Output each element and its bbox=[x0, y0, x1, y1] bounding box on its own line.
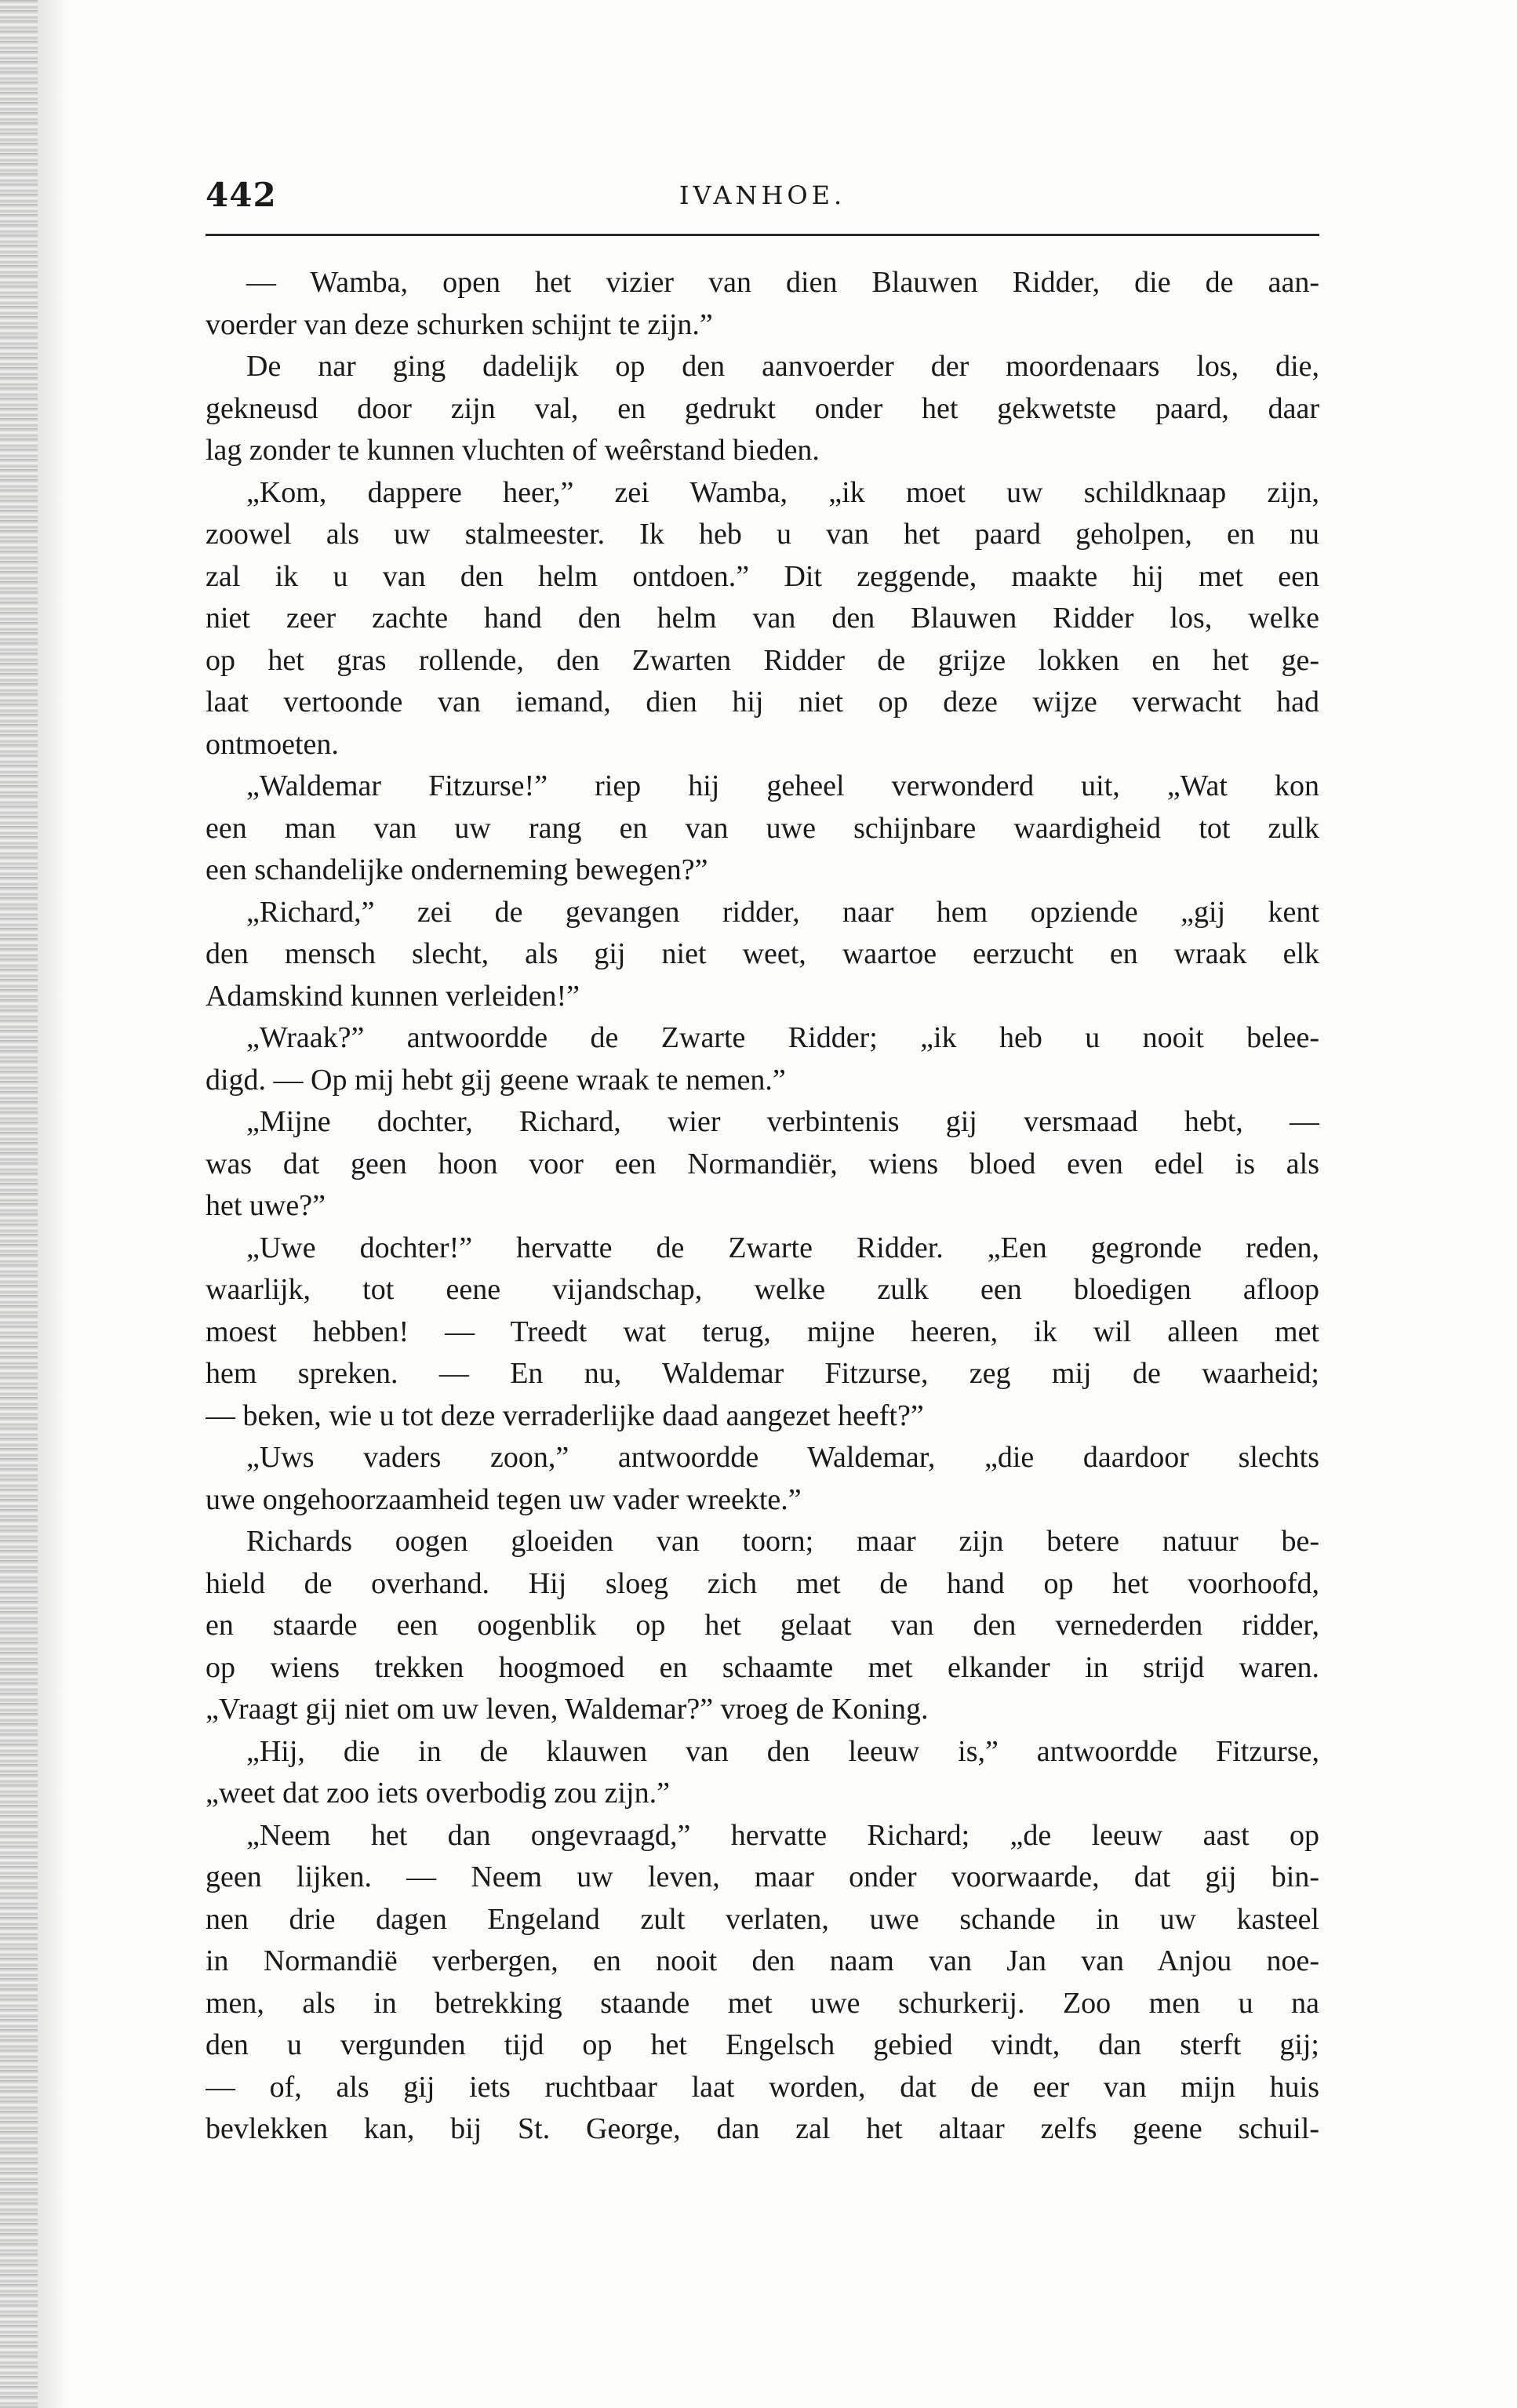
text-line: voerder van deze schurken schijnt te zijn.” bbox=[206, 307, 713, 341]
text-line: „Uwe dochter!” hervatte de Zwarte Ridder. „Een gegronde reden, bbox=[246, 1231, 1319, 1264]
text-line: „Mijne dochter, Richard, wier verbintenis gij versmaad hebt, — bbox=[246, 1105, 1319, 1138]
text-line: nen drie dagen Engeland zult verlaten, uwe schande in uw kasteel bbox=[206, 1902, 1319, 1936]
text-line: bevlekken kan, bij St. George, dan zal het altaar zelfs geene schuil- bbox=[206, 2112, 1319, 2145]
text-line: in Normandië verbergen, en nooit den naam van Jan van Anjou noe- bbox=[206, 1944, 1319, 1977]
scanned-binding-edge bbox=[0, 0, 38, 2408]
text-line: zal ik u van den helm ontdoen.” Dit zeggende, maakte hij met een bbox=[206, 559, 1319, 593]
text-line: men, als in betrekking staande met uwe schurkerij. Zoo men u na bbox=[206, 1986, 1319, 2020]
text-line: digd. — Op mij hebt gij geene wraak te nemen.” bbox=[206, 1063, 786, 1097]
text-line: niet zeer zachte hand den helm van den Blauwen Ridder los, welke bbox=[206, 602, 1319, 635]
text-line: was dat geen hoon voor een Normandiër, wiens bloed even edel is als bbox=[206, 1147, 1319, 1180]
text-line: op wiens trekken hoogmoed en schaamte met elkander in strijd waren. bbox=[206, 1650, 1319, 1684]
page-number: 442 bbox=[206, 176, 277, 214]
text-line: hield de overhand. Hij sloeg zich met de hand op het voorhoofd, bbox=[206, 1566, 1319, 1600]
text-line: laat vertoonde van iemand, dien hij niet op deze wijze verwacht had bbox=[206, 686, 1319, 718]
text-line: den u vergunden tijd op het Engelsch gebied vindt, dan sterft gij; bbox=[206, 2028, 1319, 2061]
text-line: „Neem het dan ongevraagd,” hervatte Richard; „de leeuw aast op bbox=[246, 1818, 1319, 1852]
text-line: „Richard,” zei de gevangen ridder, naar hem opziende „gij kent bbox=[246, 895, 1319, 929]
text-line: het uwe?” bbox=[206, 1189, 326, 1222]
text-line: zoowel als uw stalmeester. Ik heb u van het paard geholpen, en nu bbox=[206, 518, 1319, 551]
text-line: en staarde een oogenblik op het gelaat van den vernederden ridder, bbox=[206, 1609, 1319, 1642]
text-line: „Uws vaders zoon,” antwoordde Waldemar, „die daardoor slechts bbox=[246, 1441, 1319, 1474]
text-line: den mensch slecht, als gij niet weet, waartoe eerzucht en wraak elk bbox=[206, 937, 1319, 970]
text-line: De nar ging dadelijk op den aanvoerder der moordenaars los, die, bbox=[246, 350, 1319, 383]
text-line: „Waldemar Fitzurse!” riep hij geheel verwonderd uit, „Wat kon bbox=[246, 769, 1319, 802]
body-text bbox=[206, 262, 1319, 2176]
text-line: ontmoeten. bbox=[206, 727, 339, 761]
text-line: uwe ongehoorzaamheid tegen uw vader wreekte.” bbox=[206, 1482, 802, 1516]
text-line: op het gras rollende, den Zwarten Ridder de grijze lokken en het ge- bbox=[206, 643, 1319, 677]
text-line: „weet dat zoo iets overbodig zou zijn.” bbox=[206, 1777, 670, 1810]
text-line: — beken, wie u tot deze verraderlijke daad aangezet heeft?” bbox=[206, 1399, 924, 1432]
text-line: — of, als gij iets ruchtbaar laat worden, dat de eer van mijn huis bbox=[206, 2070, 1319, 2104]
text-line: een man van uw rang en van uwe schijnbare waardigheid tot zulk bbox=[206, 811, 1319, 845]
text-line: hem spreken. — En nu, Waldemar Fitzurse, zeg mij de waarheid; bbox=[206, 1357, 1319, 1390]
text-line: — Wamba, open het vizier van dien Blauwen Ridder, die de aan- bbox=[246, 266, 1319, 299]
text-line: „Wraak?” antwoordde de Zwarte Ridder; „ik heb u nooit belee- bbox=[246, 1021, 1319, 1054]
running-title: IVANHOE. bbox=[678, 180, 846, 210]
text-line: moest hebben! — Treedt wat terug, mijne heeren, ik wil alleen met bbox=[206, 1315, 1319, 1348]
text-line: Richards oogen gloeiden van toorn; maar zijn betere natuur be- bbox=[246, 1525, 1319, 1558]
text-line: „Kom, dappere heer,” zei Wamba, „ik moet uw schildknaap zijn, bbox=[246, 475, 1319, 509]
text-line: Adamskind kunnen verleiden!” bbox=[206, 979, 580, 1013]
header-rule bbox=[206, 234, 1319, 236]
text-line: „Vraagt gij niet om uw leven, Waldemar?” vroeg de Koning. bbox=[206, 1693, 929, 1726]
text-line: een schandelijke onderneming bewegen?” bbox=[206, 853, 708, 886]
text-line: gekneusd door zijn val, en gedrukt onder het gekwetste paard, daar bbox=[206, 391, 1319, 425]
page-header bbox=[206, 166, 1319, 234]
text-line: „Hij, die in de klauwen van den leeuw is,” antwoordde Fitzurse, bbox=[246, 1734, 1319, 1768]
text-line: geen lijken. — Neem uw leven, maar onder voorwaarde, dat gij bin- bbox=[206, 1861, 1319, 1893]
binding-shadow bbox=[38, 0, 69, 2408]
text-line: lag zonder te kunnen vluchten of weêrstand bieden. bbox=[206, 434, 820, 467]
text-line: waarlijk, tot eene vijandschap, welke zulk een bloedigen afloop bbox=[206, 1273, 1319, 1306]
